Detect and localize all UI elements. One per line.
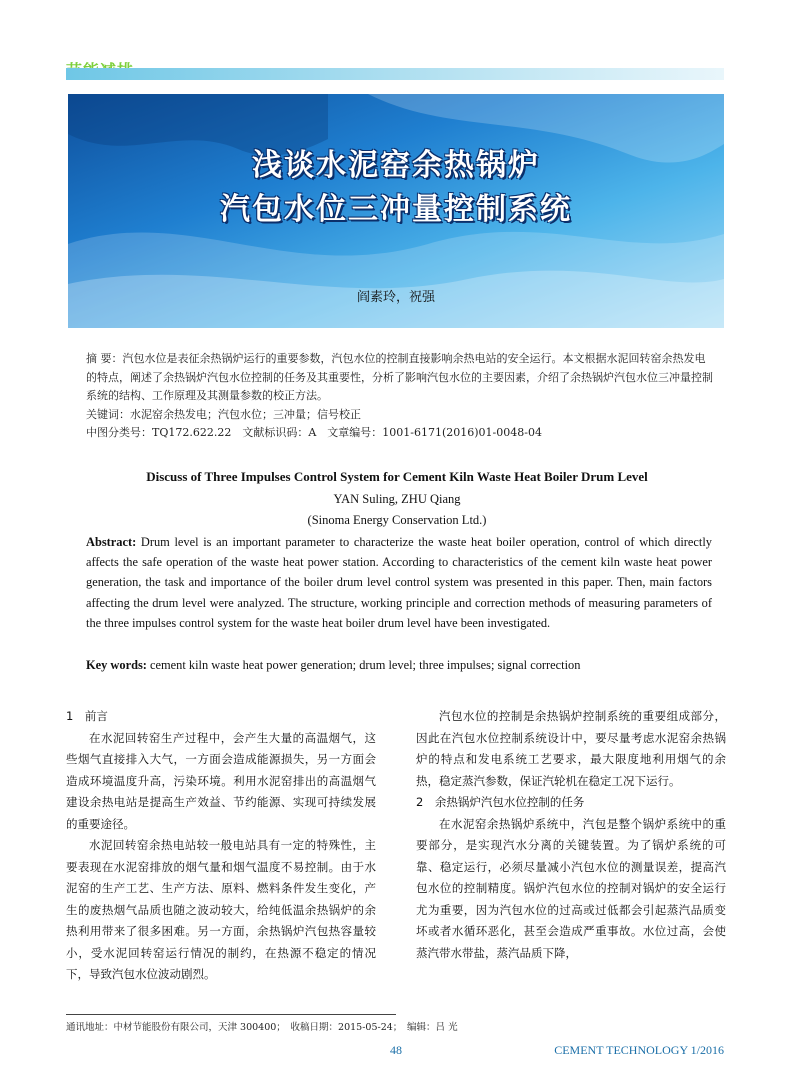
english-affiliation: (Sinoma Energy Conservation Ltd.) bbox=[307, 513, 487, 527]
section-heading-1: 1 前言 bbox=[66, 709, 108, 723]
section-heading-2: 2 余热锅炉汽包水位控制的任务 bbox=[416, 795, 585, 809]
page-number: 48 bbox=[390, 1043, 402, 1057]
paragraph: 汽包水位的控制是余热锅炉控制系统的重要组成部分，因此在汽包水位控制系统设计中，要尽量考虑水泥窑余热锅炉的特点和发电系统工艺要求，最大限度地利用烟气的余热，稳定蒸汽参数，保证汽轮机在稳定工况下运行。 bbox=[416, 709, 726, 788]
journal-name: CEMENT TECHNOLOGY 1/2016 bbox=[554, 1043, 724, 1057]
keywords-label: Key words: bbox=[86, 658, 147, 672]
english-title: Discuss of Three Impulses Control System for Cement Kiln Waste Heat Boiler Drum Level bbox=[146, 469, 648, 484]
title-line-2: 汽包水位三冲量控制系统 bbox=[220, 192, 572, 227]
title-line-1: 浅谈水泥窑余热锅炉 bbox=[252, 148, 540, 183]
english-keywords bbox=[86, 658, 712, 673]
cn-classification: 中图分类号：TQ172.622.22 文献标识码：A 文章编号：1001-6171(2016)01-0048-04 bbox=[86, 426, 542, 439]
header-bar bbox=[66, 68, 724, 80]
footnote: 通讯地址：中材节能股份有限公司，天津 300400； 收稿日期：2015-05-24； 编辑：吕 光 bbox=[66, 1022, 458, 1033]
paragraph: 在水泥回转窑生产过程中，会产生大量的高温烟气，这些烟气直接排入大气，一方面会造成能源损失，另一方面会造成环境温度升高，污染环境。利用水泥窑排出的高温烟气建设余热电站是提高生产效益、节约能源、实现可持续发展的重要途径。 bbox=[66, 730, 376, 831]
paragraph: 水泥回转窑余热电站较一般电站具有一定的特殊性，主要表现在水泥窑排放的烟气量和烟气温度不易控制。由于水泥窑的生产工艺、生产方法、原料、燃料条件发生变化，产生的废热烟气品质也随之波动较大，给纯低温余热锅炉的余热利用带来了很多困难。另一方面，余热锅炉汽包热容量较小，受水泥回转窑运行情况的制约，在热源不稳定的情况下，导致汽包水位波动剧烈。 bbox=[66, 838, 376, 981]
body-column-right bbox=[416, 706, 726, 964]
keywords-text: cement kiln waste heat power generation; drum level; three impulses; signal correction bbox=[146, 658, 581, 672]
english-authors: YAN Suling, ZHU Qiang bbox=[333, 492, 461, 506]
chinese-abstract-block bbox=[86, 350, 716, 443]
hero-banner bbox=[68, 94, 724, 328]
abstract-label: Abstract: bbox=[86, 535, 137, 549]
footnote-divider bbox=[66, 1014, 396, 1015]
body-column-left bbox=[66, 706, 376, 986]
paragraph: 在水泥窑余热锅炉系统中，汽包是整个锅炉系统中的重要部分，是实现汽水分离的关键装置。为了锅炉系统的可靠、稳定运行，必须尽量减小汽包水位的测量误差，提高汽包水位的控制精度。锅炉汽包水位的控制对锅炉的安全运行尤为重要，因为汽包水位的过高或过低都会引起蒸汽品质变坏或者水循环恶化，甚至会造成严重事故。水位过高，会使蒸汽带水带盐，蒸汽品质下降， bbox=[416, 816, 726, 960]
abstract-text: Drum level is an important parameter to characterize the waste heat boiler operation, control of which directly affects the safe operation of the waste heat power station. According to characteristics of the cement kiln waste heat power generation, the task and importance of the boiler drum level control system was presented in this paper. Then, main factors affecting the drum level were analyzed. The structure, working principle and correction methods of measuring parameters of the three impulses control system for the waste heat boiler drum level have been investigated. bbox=[86, 535, 712, 630]
cn-abstract: 摘 要：汽包水位是表征余热锅炉运行的重要参数，汽包水位的控制直接影响余热电站的安全运行。本文根据水泥回转窑余热发电的特点，阐述了余热锅炉汽包水位控制的任务及其重要性，分析了影响汽包水位的主要因素，介绍了余热锅炉汽包水位三冲量控制系统的结构、工作原理及其测量参数的校正方法。 bbox=[86, 352, 713, 402]
english-abstract bbox=[86, 532, 712, 633]
cn-keywords: 关键词：水泥窑余热发电；汽包水位；三冲量；信号校正 bbox=[86, 407, 361, 421]
authors-cn: 阎素玲，祝强 bbox=[356, 290, 435, 305]
